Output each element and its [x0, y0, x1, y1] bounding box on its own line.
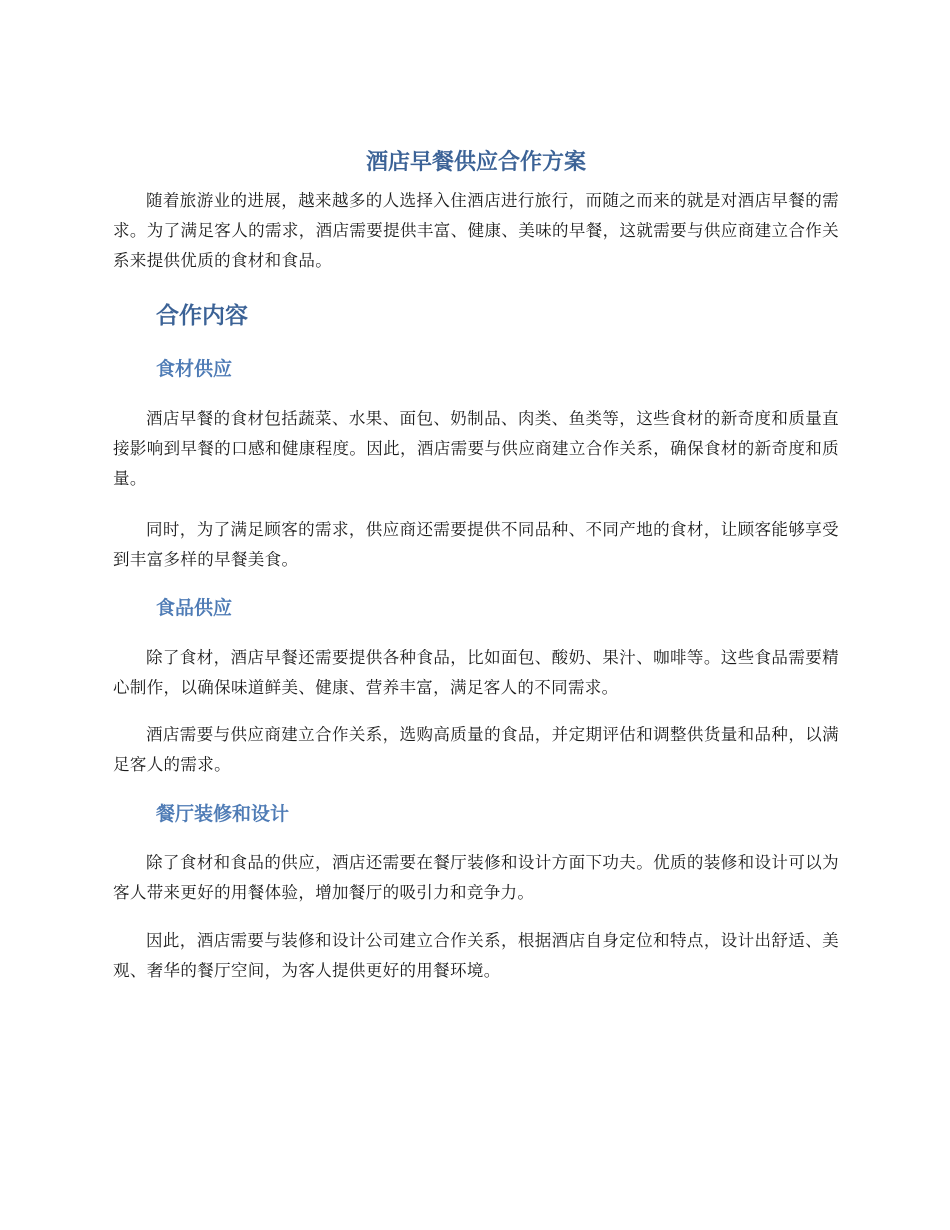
- food-paragraph-1: 除了食材，酒店早餐还需要提供各种食品，比如面包、酸奶、果汁、咖啡等。这些食品需要精心制作，以确保味道鲜美、健康、营养丰富，满足客人的不同需求。: [113, 648, 839, 697]
- document-title: 酒店早餐供应合作方案: [365, 150, 586, 175]
- section-heading-cooperation: 合作内容: [156, 303, 248, 329]
- ingredients-paragraph-2: 同时，为了满足顾客的需求，供应商还需要提供不同品种、不同产地的食材，让顾客能够享受到丰富多样的早餐美食。: [113, 520, 839, 569]
- subsection-heading-ingredients: 食材供应: [156, 358, 233, 380]
- design-paragraph-1: 除了食材和食品的供应，酒店还需要在餐厅装修和设计方面下功夫。优质的装修和设计可以为客人带来更好的用餐体验，增加餐厅的吸引力和竞争力。: [113, 853, 839, 902]
- intro-paragraph: 随着旅游业的进展，越来越多的人选择入住酒店进行旅行，而随之而来的就是对酒店早餐的需求。为了满足客人的需求，酒店需要提供丰富、健康、美味的早餐，这就需要与供应商建立合作关系来提供优质的食材和食品。: [113, 191, 839, 270]
- ingredients-paragraph-1: 酒店早餐的食材包括蔬菜、水果、面包、奶制品、肉类、鱼类等，这些食材的新奇度和质量直接影响到早餐的口感和健康程度。因此，酒店需要与供应商建立合作关系，确保食材的新奇度和质量。: [113, 409, 839, 488]
- design-paragraph-2: 因此，酒店需要与装修和设计公司建立合作关系，根据酒店自身定位和特点，设计出舒适、美观、奢华的餐厅空间，为客人提供更好的用餐环境。: [113, 931, 839, 980]
- subsection-heading-restaurant-design: 餐厅装修和设计: [156, 803, 290, 825]
- food-paragraph-2: 酒店需要与供应商建立合作关系，选购高质量的食品，并定期评估和调整供货量和品种，以满足客人的需求。: [113, 725, 839, 774]
- subsection-heading-food: 食品供应: [156, 597, 233, 619]
